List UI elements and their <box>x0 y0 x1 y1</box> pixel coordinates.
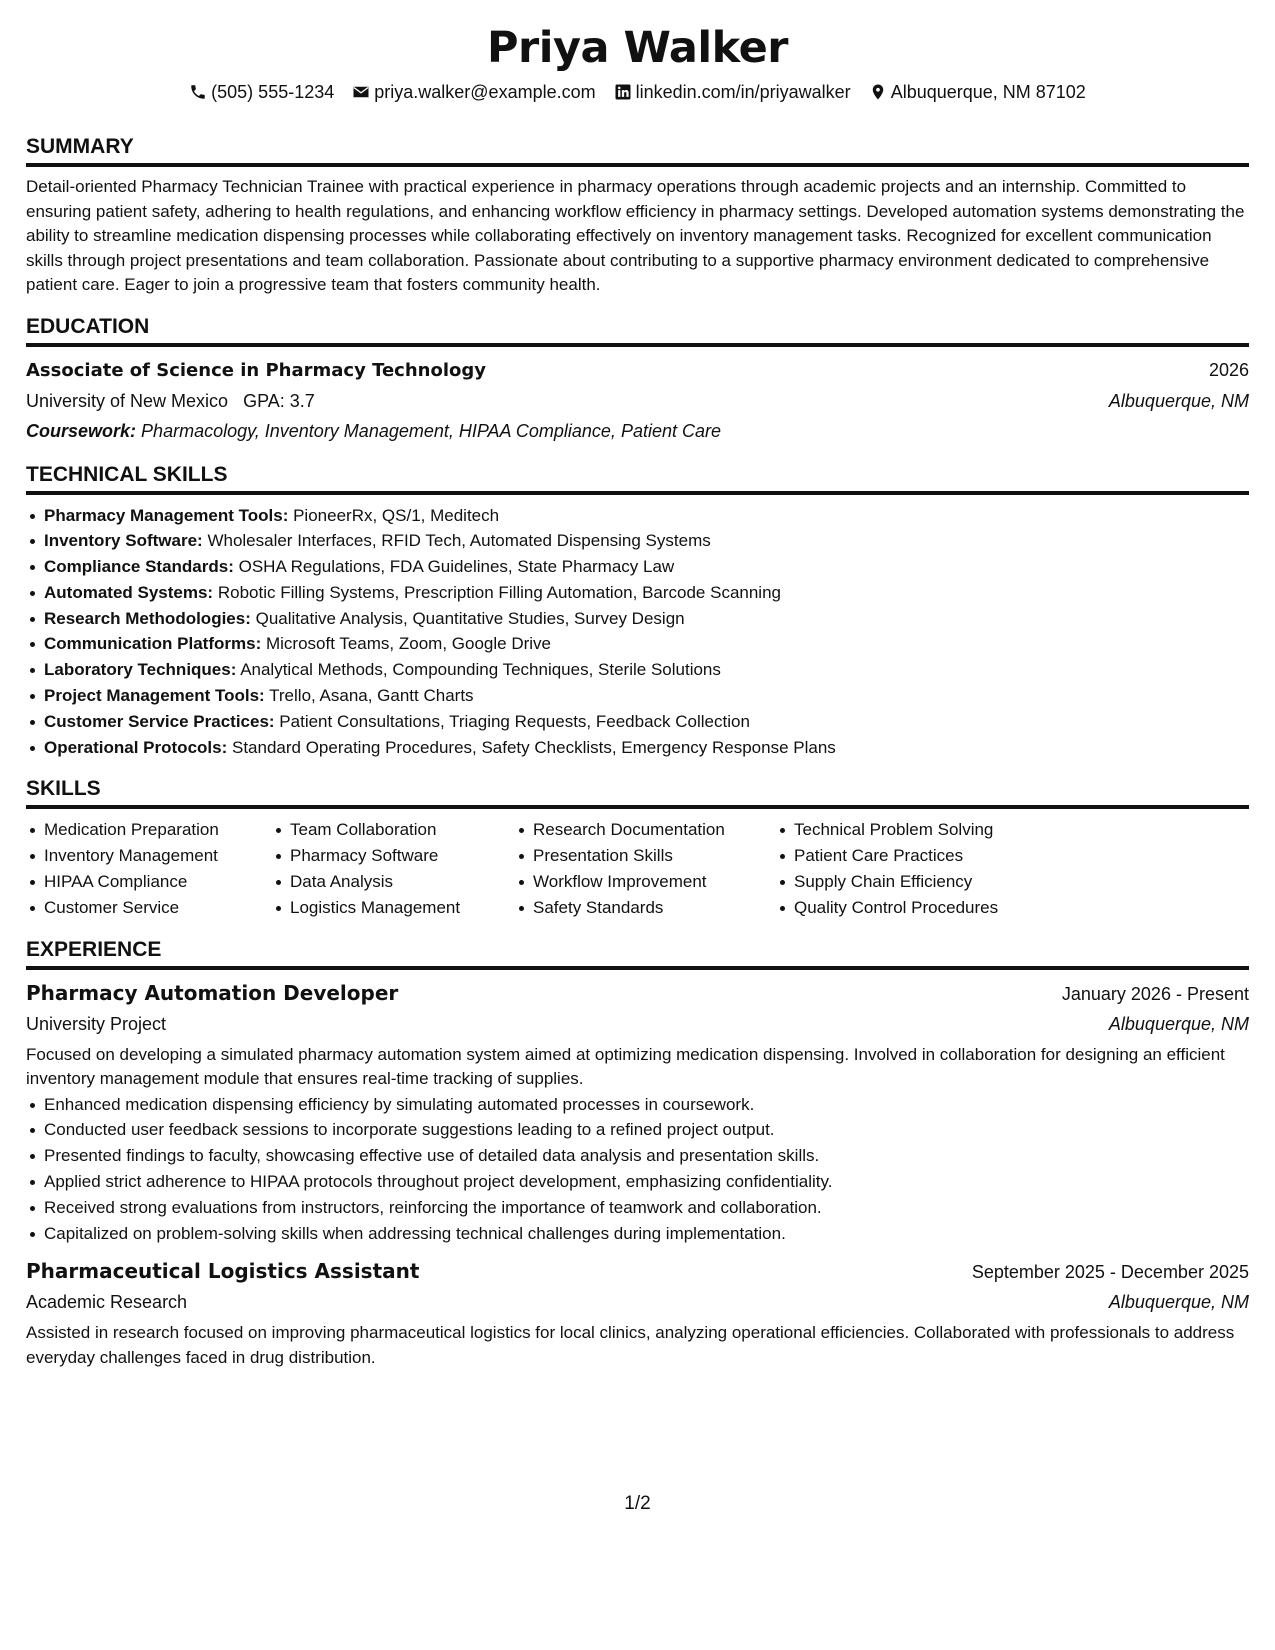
coursework-line <box>26 416 1249 446</box>
list-item: Data Analysis <box>290 869 515 895</box>
technical-skills-list <box>26 503 1249 761</box>
summary-text: Detail-oriented Pharmacy Technician Trainee with practical experience in pharmacy operations through academic projects and an internship. Committed to ensuring patient safety, adhering to health regulations, and enhancing workflow efficiency in pharmacy settings. Developed automation systems demonstrating the ability to streamline medication dispensing processes while collaborating effectively on inventory management tasks. Recognized for excellent communication skills through project presentations and team collaboration. Passionate about contributing to a supportive pharmacy environment dedicated to comprehensive patient care. Eager to join a progressive team that fosters community health. <box>26 177 1245 294</box>
gpa: GPA: 3.7 <box>243 390 315 411</box>
section-title-technical-skills: TECHNICAL SKILLS <box>26 462 1249 495</box>
job-location: Albuquerque, NM <box>1108 1292 1249 1313</box>
list-item: Inventory Management <box>44 843 272 869</box>
list-item: Received strong evaluations from instructors, reinforcing the importance of teamwork and collaboration. <box>44 1195 1249 1221</box>
tech-skill-value: OSHA Regulations, FDA Guidelines, State Pharmacy Law <box>238 557 675 577</box>
tech-skill-label: Inventory Software: <box>44 531 203 551</box>
list-item: HIPAA Compliance <box>44 869 272 895</box>
job-entry-1 <box>26 978 1249 1247</box>
contact-location <box>869 80 1086 104</box>
job-subheader <box>26 1287 1249 1317</box>
list-item: Applied strict adherence to HIPAA protocols throughout project development, emphasizing confidentiality. <box>44 1169 1249 1195</box>
list-item: Customer Service <box>44 895 272 921</box>
list-item: Logistics Management <box>290 895 515 921</box>
list-item: Conducted user feedback sessions to incorporate suggestions leading to a refined project output. <box>44 1117 1249 1143</box>
section-title-summary: SUMMARY <box>26 134 1249 167</box>
tech-skill-label: Laboratory Techniques: <box>44 660 237 680</box>
school-name: University of New Mexico <box>26 390 229 411</box>
job-dates: September 2025 - December 2025 <box>971 1262 1249 1283</box>
resume-page <box>26 22 1249 1380</box>
coursework-list: Pharmacology, Inventory Management, HIPAA Compliance, Patient Care <box>141 420 721 441</box>
list-item: Research Documentation <box>533 817 776 843</box>
list-item <box>44 580 1249 606</box>
list-item: Medication Preparation <box>44 817 272 843</box>
tech-skill-value: Analytical Methods, Compounding Techniques, Sterile Solutions <box>240 660 721 680</box>
contact-phone <box>189 80 334 104</box>
skills-section <box>26 776 1249 920</box>
job-entry-2 <box>26 1256 1249 1370</box>
contact-linkedin[interactable] <box>614 80 851 104</box>
tech-skill-label: Operational Protocols: <box>44 737 228 757</box>
location-text: Albuquerque, NM 87102 <box>890 82 1086 102</box>
degree-name: Associate of Science in Pharmacy Technology <box>26 359 486 381</box>
education-row-1 <box>26 355 1249 386</box>
job-title: Pharmacy Automation Developer <box>26 980 399 1005</box>
phone-icon <box>189 83 207 101</box>
experience-section <box>26 937 1249 1371</box>
job-org: University Project <box>26 1013 167 1034</box>
tech-skill-label: Pharmacy Management Tools: <box>44 505 289 525</box>
section-title-experience: EXPERIENCE <box>26 937 1249 970</box>
linkedin-link[interactable]: linkedin.com/in/priyawalker <box>635 82 851 102</box>
school-line <box>26 386 315 416</box>
list-item <box>44 528 1249 554</box>
list-item: Supply Chain Efficiency <box>794 869 1054 895</box>
skills-grid <box>26 817 1249 920</box>
tech-skill-label: Compliance Standards: <box>44 557 234 577</box>
school-location: Albuquerque, NM <box>1108 390 1249 411</box>
list-item: Team Collaboration <box>290 817 515 843</box>
map-pin-icon <box>869 83 887 101</box>
list-item <box>44 709 1249 735</box>
job-description: Assisted in research focused on improving pharmaceutical logistics for local clinics, analyzing operational efficiencies. Collaborated with professionals to address everyday challenges faced in drug distribution. <box>26 1323 1235 1367</box>
list-item <box>44 503 1249 529</box>
tech-skill-value: Standard Operating Procedures, Safety Checklists, Emergency Response Plans <box>231 737 836 757</box>
page-number: 1/2 <box>624 1493 651 1514</box>
list-item <box>44 554 1249 580</box>
contact-bar <box>26 80 1249 104</box>
contact-email[interactable] <box>352 80 595 104</box>
job-dates: January 2026 - Present <box>1061 983 1249 1004</box>
candidate-name: Priya Walker <box>487 23 788 73</box>
section-title-skills: SKILLS <box>26 776 1249 809</box>
list-item: Presentation Skills <box>533 843 776 869</box>
list-item: Safety Standards <box>533 895 776 921</box>
job-header <box>26 978 1249 1009</box>
linkedin-icon <box>614 83 632 101</box>
list-item <box>44 735 1249 761</box>
job-title: Pharmaceutical Logistics Assistant <box>26 1259 420 1284</box>
list-item <box>44 631 1249 657</box>
education-row-2 <box>26 386 1249 416</box>
list-item: Patient Care Practices <box>794 843 1054 869</box>
coursework-label: Coursework: <box>26 420 137 441</box>
envelope-icon <box>352 83 370 101</box>
list-item: Workflow Improvement <box>533 869 776 895</box>
job-location: Albuquerque, NM <box>1108 1013 1249 1034</box>
list-item: Presented findings to faculty, showcasing effective use of detailed data analysis and presentation skills. <box>44 1143 1249 1169</box>
tech-skill-value: Wholesaler Interfaces, RFID Tech, Automated Dispensing Systems <box>207 531 711 551</box>
education-section <box>26 314 1249 446</box>
job-description: Focused on developing a simulated pharmacy automation system aimed at optimizing medication dispensing. Involved in collaboration for designing an efficient inventory management module that ensures real-time tracking of supplies. <box>26 1044 1225 1089</box>
list-item: Technical Problem Solving <box>794 817 1054 843</box>
skills-column-4 <box>776 817 1054 920</box>
job-subheader <box>26 1009 1249 1039</box>
job-org: Academic Research <box>26 1292 188 1313</box>
tech-skill-value: Patient Consultations, Triaging Requests, Feedback Collection <box>279 711 750 731</box>
tech-skill-label: Communication Platforms: <box>44 634 262 654</box>
skills-column-1 <box>26 817 272 920</box>
graduation-year: 2026 <box>1208 359 1249 380</box>
phone-text: (505) 555-1234 <box>211 82 335 102</box>
tech-skill-label: Customer Service Practices: <box>44 711 275 731</box>
section-title-education: EDUCATION <box>26 314 1249 347</box>
list-item <box>44 683 1249 709</box>
list-item: Pharmacy Software <box>290 843 515 869</box>
tech-skill-label: Project Management Tools: <box>44 686 265 706</box>
list-item <box>44 606 1249 632</box>
tech-skill-value: PioneerRx, QS/1, Meditech <box>293 505 500 525</box>
skills-column-3 <box>515 817 776 920</box>
tech-skill-value: Robotic Filling Systems, Prescription Filling Automation, Barcode Scanning <box>217 582 781 602</box>
tech-skill-value: Qualitative Analysis, Quantitative Studies, Survey Design <box>255 608 685 628</box>
list-item: Capitalized on problem-solving skills when addressing technical challenges during implementation. <box>44 1221 1249 1247</box>
email-link[interactable]: priya.walker@example.com <box>374 82 596 102</box>
skills-column-2 <box>272 817 515 920</box>
list-item <box>44 657 1249 683</box>
list-item: Enhanced medication dispensing efficiency by simulating automated processes in coursework. <box>44 1092 1249 1118</box>
summary-section <box>26 134 1249 298</box>
job-header <box>26 1256 1249 1287</box>
tech-skill-label: Automated Systems: <box>44 582 214 602</box>
tech-skill-label: Research Methodologies: <box>44 608 251 628</box>
tech-skill-value: Trello, Asana, Gantt Charts <box>269 686 474 706</box>
tech-skill-value: Microsoft Teams, Zoom, Google Drive <box>265 634 551 654</box>
technical-skills-section <box>26 462 1249 761</box>
job-bullets <box>26 1092 1249 1247</box>
list-item: Quality Control Procedures <box>794 895 1054 921</box>
